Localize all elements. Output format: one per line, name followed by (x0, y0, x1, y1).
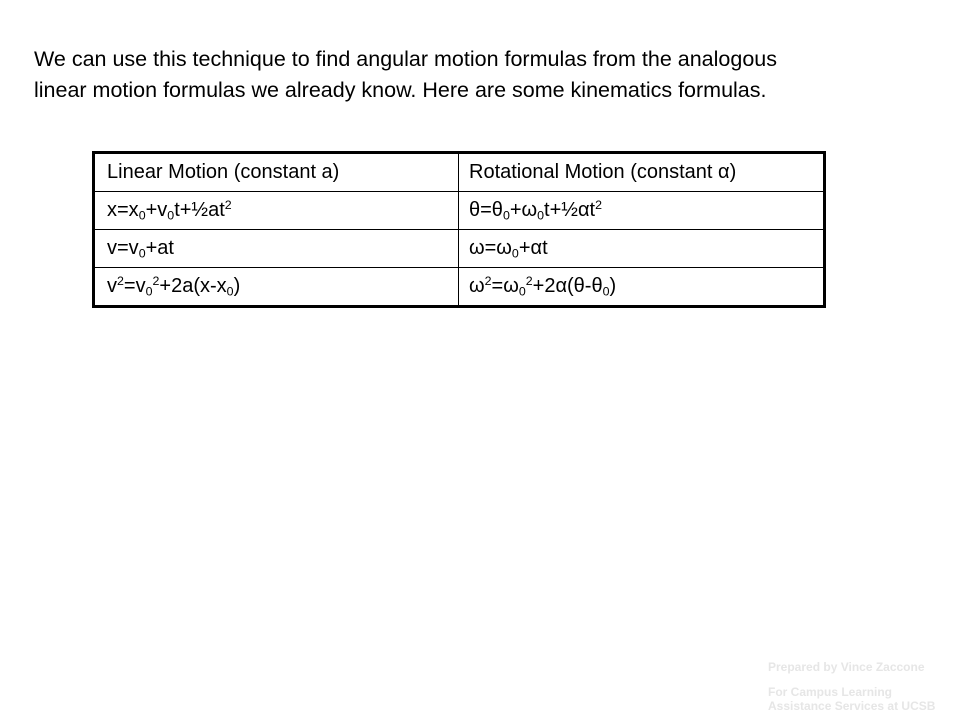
linear-formula-velocity-squared (94, 268, 459, 307)
formula-text: ) (233, 275, 241, 297)
formula-text: +2a(x-x (159, 275, 227, 297)
formula-text: x=x (107, 199, 139, 221)
formula-text: t+½at (174, 199, 225, 221)
superscript: 2 (117, 274, 124, 289)
formula-text: v (107, 275, 117, 297)
header-linear-motion: Linear Motion (constant a) (94, 153, 459, 192)
formula-text: ω (469, 275, 485, 297)
formula-text: +ω (509, 199, 538, 221)
subscript: 0 (167, 208, 175, 223)
table-row (94, 192, 825, 230)
formula-text: +at (145, 237, 174, 259)
rotational-formula-angular-velocity (459, 230, 825, 268)
subscript: 0 (602, 284, 610, 299)
subscript: 0 (511, 246, 519, 261)
subscript: 0 (138, 208, 146, 223)
credit-organization-line-1: For Campus Learning (768, 685, 893, 699)
superscript: 2 (484, 274, 492, 289)
linear-formula-position (94, 192, 459, 230)
formula-text: +2α(θ-θ (532, 275, 603, 297)
formula-text: ω=ω (469, 237, 512, 259)
formula-text: ) (609, 275, 617, 297)
header-rotational-motion: Rotational Motion (constant α) (459, 153, 825, 192)
subscript: 0 (502, 208, 510, 223)
credit-prepared-by: Prepared by Vince Zaccone (768, 660, 925, 674)
formula-text: v=v (107, 237, 139, 259)
superscript: 2 (525, 274, 533, 289)
table-row (94, 230, 825, 268)
rotational-formula-angle (459, 192, 825, 230)
superscript: 2 (152, 274, 160, 289)
intro-line-2: linear motion formulas we already know. Here are some kinematics formulas. (34, 78, 767, 102)
superscript: 2 (595, 198, 602, 213)
table-header-row (94, 153, 825, 192)
subscript: 0 (226, 284, 234, 299)
intro-line-1: We can use this technique to find angular motion formulas from the analogous (34, 47, 777, 71)
formula-text: =ω (491, 275, 519, 297)
table-row (94, 268, 825, 307)
intro-paragraph (34, 44, 934, 106)
linear-formula-velocity (94, 230, 459, 268)
formula-text: =v (123, 275, 146, 297)
formula-text: θ=θ (469, 199, 503, 221)
superscript: 2 (224, 198, 232, 213)
rotational-formula-angular-velocity-squared (459, 268, 825, 307)
subscript: 0 (138, 246, 146, 261)
credit-organization (768, 685, 935, 713)
formula-text: t+½αt (544, 199, 596, 221)
subscript: 0 (537, 208, 545, 223)
credit-organization-line-2: Assistance Services at UCSB (768, 699, 936, 713)
formula-text: +v (145, 199, 168, 221)
formula-text: +αt (518, 237, 548, 259)
subscript: 0 (145, 284, 153, 299)
kinematics-table (92, 151, 826, 308)
subscript: 0 (518, 284, 526, 299)
